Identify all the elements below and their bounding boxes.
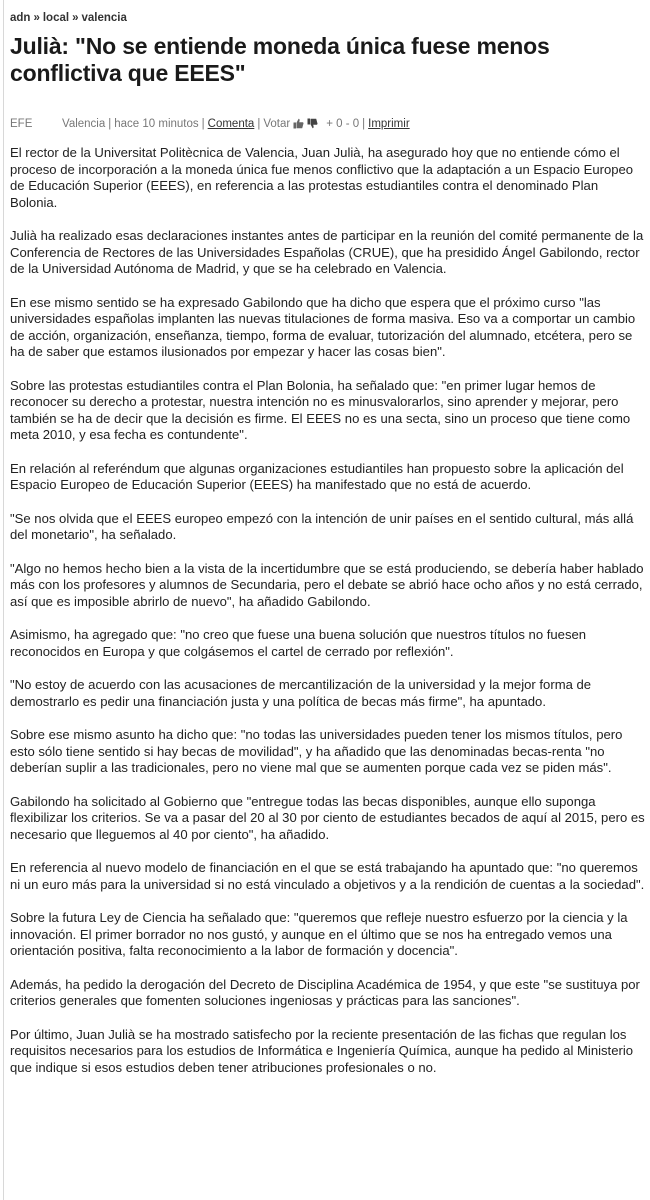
meta-divider: |: [257, 118, 261, 130]
comment-link[interactable]: Comenta: [207, 118, 255, 130]
thumb-down-icon[interactable]: [307, 118, 318, 129]
article-paragraph: "Algo no hemos hecho bien a la vista de la incertidumbre que se está produciendo, se debería haber hablado más con los profesores y alumnos de Secundaria, pero el debate se abrió hace ocho años y no está cerrado, así que es imposible abrirlo de nuevo", ha añadido Gabilondo.: [10, 560, 644, 609]
meta-divider: |: [201, 118, 205, 130]
article-source: EFE: [10, 118, 33, 130]
article-paragraph: Sobre la futura Ley de Ciencia ha señalado que: "queremos que refleje nuestro esfuerzo por la ciencia y la innovación. El primer borrador no nos gustó, y aunque en el último que se nos ha entregado vemos una orientación positiva, falta reconocimiento a la labor de formación y docencia".: [10, 910, 628, 958]
breadcrumb: [10, 10, 650, 26]
article-paragraph: Julià ha realizado esas declaraciones instantes antes de participar en la reunión del comité permanente de la Conferencia de Rectores de las Universidades Españolas (CRUE), que ha presidido Ángel Gabilondo, rector de la Universidad Autónoma de Madrid, y que se ha celebrado en Valencia.: [10, 228, 644, 276]
article-paragraph: En ese mismo sentido se ha expresado Gabilondo que ha dicho que espera que el próximo curso "las universidades españolas implanten las nuevas titulaciones de forma masiva. Eso va a comportar un cambio de acción, organización, enseñanza, tiempo, forma de evaluar, tutorización del alumnado, etcétera, pero se ha de saber que estamos ilusionados por empezar y hacer las cosas bien".: [10, 294, 636, 359]
article-container: [10, 0, 650, 1093]
article-paragraph: En referencia al nuevo modelo de financiación en el que se está trabajando ha apuntado que: "no queremos ni un euro más para la universidad si no está vinculado a objetivos y a la rendición de cuentas a la sociedad".: [10, 860, 645, 892]
article-paragraph: Asimismo, ha agregado que: "no creo que fuese una buena solución que nuestros títulos no fuesen reconocidos en Europa y que colgásemos el cartel de cerrado por reflexión".: [10, 627, 587, 659]
article-paragraph: "No estoy de acuerdo con las acusaciones de mercantilización de la universidad y la mejor forma de demostrarlo es pedir una financiación justa y una política de becas más firme", ha apuntado.: [10, 677, 592, 709]
breadcrumb-separator: »: [33, 12, 40, 24]
article-paragraph: El rector de la Universitat Politècnica de Valencia, Juan Julià, ha asegurado hoy que no entiende cómo el proceso de incorporación a la moneda única fue menos conflictivo que la adaptación a un Espacio Europeo de Educación Superior (EEES), en referencia a las protestas estudiantiles contra el denominado Plan Bolonia.: [10, 145, 634, 210]
article-paragraph: "Se nos olvida que el EEES europeo empezó con la intención de unir países en el sentido cultural, más allá del monetario", ha señalado.: [10, 510, 634, 542]
breadcrumb-item-adn[interactable]: adn: [10, 12, 31, 24]
breadcrumb-item-local[interactable]: local: [42, 12, 70, 24]
article-paragraph: Gabilondo ha solicitado al Gobierno que "entregue todas las becas disponibles, aunque ello suponga flexibilizar los criterios. Se va a pasar del 20 al 30 por ciento de estudiantes becados de aquí al 2015, pero es necesario que lleguemos al 40 por ciento", ha añadido.: [10, 793, 645, 842]
meta-divider: |: [362, 118, 366, 130]
article-time: hace 10 minutos: [114, 118, 199, 130]
thumb-up-icon[interactable]: [293, 118, 304, 129]
meta-divider: |: [108, 118, 112, 130]
article-location: Valencia: [62, 118, 106, 130]
vote-score: + 0 - 0: [326, 118, 360, 130]
vote-label: Votar: [263, 118, 291, 130]
article-paragraph: Sobre ese mismo asunto ha dicho que: "no todas las universidades pueden tener los mismos títulos, pero esto sólo tiene sentido si hay becas de movilidad", y ha añadido que las denominadas becas-renta "no deberían suplir a las tradicionales, pero no viene mal que se aumenten porque cada vez se piden más".: [10, 727, 623, 775]
breadcrumb-item-valencia[interactable]: valencia: [81, 12, 127, 24]
article-meta-bar: [10, 116, 650, 132]
page-left-border: [3, 0, 4, 1200]
article-paragraph: Por último, Juan Julià se ha mostrado satisfecho por la reciente presentación de las fichas que regulan los requisitos necesarios para los estudios de Informática e Ingeniería Química, aunque ha pedido al Ministerio que indique si esos estudios deben tener atribuciones profesionales o no.: [10, 1026, 634, 1075]
article-paragraph: Sobre las protestas estudiantiles contra el Plan Bolonia, ha señalado que: "en primer lugar hemos de reconocer su derecho a protestar, nuestra intención no es minusvalorarlos, sino aprender y mejorar, pero también se ha de decir que la decisión es firme. El EEES no es una secta, sino un proceso que tiene como meta 2010, y esa fecha es contundente".: [10, 377, 631, 442]
article-body: [10, 145, 646, 1076]
article-paragraph: Además, ha pedido la derogación del Decreto de Disciplina Académica de 1954, y que este "se sustituya por criterios generales que fomenten soluciones ingeniosas y prácticas para las sanciones".: [10, 976, 640, 1008]
article-paragraph: En relación al referéndum que algunas organizaciones estudiantiles han propuesto sobre la aplicación del Espacio Europeo de Educación Superior (EEES) ha manifestado que no está de acuerdo.: [10, 460, 624, 492]
breadcrumb-separator: »: [72, 12, 79, 24]
print-link[interactable]: Imprimir: [368, 118, 410, 130]
article-title: Julià: "No se entiende moneda única fuese menos conflictiva que EEES": [10, 33, 550, 86]
